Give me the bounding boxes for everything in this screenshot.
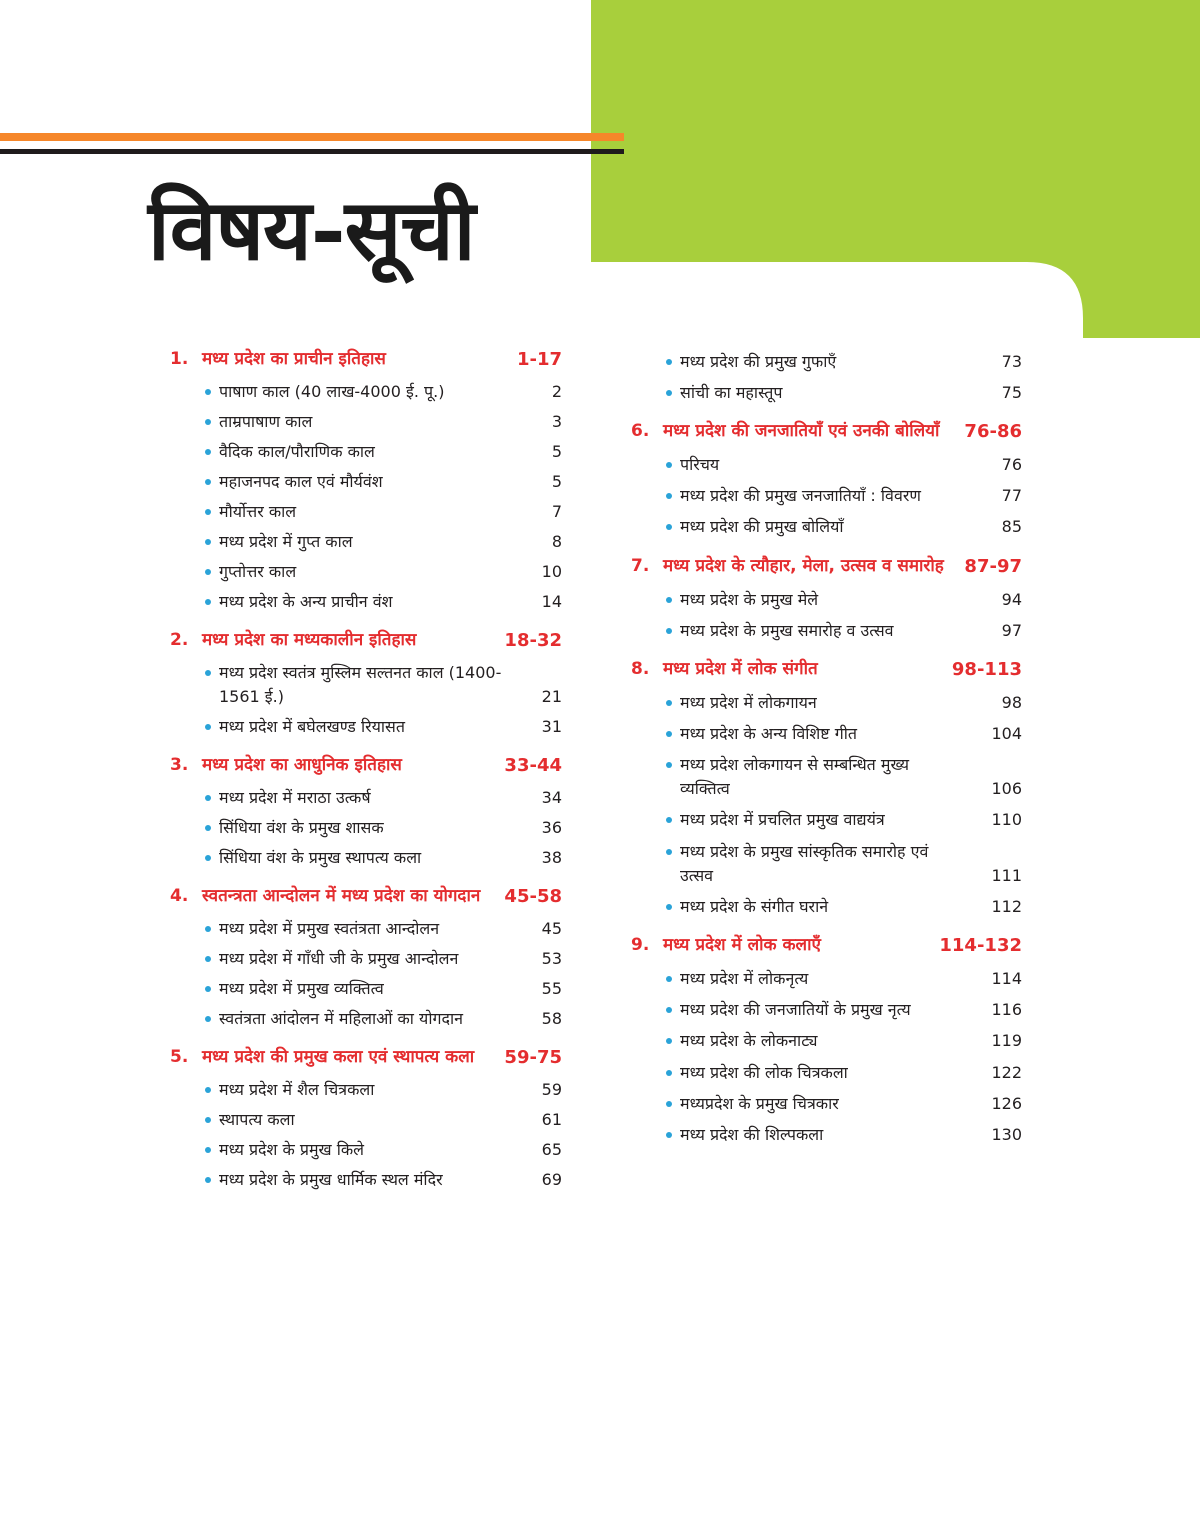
bullet-icon xyxy=(204,530,219,554)
toc-section-heading[interactable] xyxy=(170,346,562,373)
toc-entry[interactable] xyxy=(631,1119,1022,1150)
bullet-icon xyxy=(665,753,680,777)
toc-entry[interactable] xyxy=(631,1057,1022,1088)
toc-entry[interactable] xyxy=(170,1165,562,1195)
toc-entry[interactable] xyxy=(631,584,1022,615)
bullet-icon xyxy=(204,786,219,810)
entry-page: 110 xyxy=(991,810,1022,830)
toc-entry[interactable] xyxy=(170,587,562,617)
section-number: 5. xyxy=(170,1047,189,1067)
section-number: 7. xyxy=(631,555,650,576)
entry-page: 111 xyxy=(991,865,1022,885)
toc-section-heading[interactable] xyxy=(170,883,562,910)
entry-page: 116 xyxy=(991,1000,1022,1020)
section-title: मध्य प्रदेश का आधुनिक इतिहास xyxy=(202,755,402,775)
entry-page: 77 xyxy=(1001,486,1022,506)
toc-entry[interactable] xyxy=(631,750,1022,805)
section-title: मध्य प्रदेश की जनजातियाँ एवं उनकी बोलियाँ xyxy=(663,421,940,442)
section-title: स्वतन्त्रता आन्दोलन में मध्य प्रदेश का योगदान xyxy=(202,886,481,906)
section-pages: 76-86 xyxy=(964,421,1022,443)
bullet-icon xyxy=(204,410,219,434)
toc-entry[interactable] xyxy=(170,813,562,843)
entry-title: वैदिक काल/पौराणिक काल xyxy=(219,442,375,461)
bullet-icon xyxy=(204,1108,219,1132)
toc-entry[interactable] xyxy=(170,1135,562,1165)
entry-page: 5 xyxy=(551,442,562,461)
toc-right-column xyxy=(631,346,1022,1151)
entry-page: 45 xyxy=(541,919,562,938)
orange-rule xyxy=(0,133,624,141)
toc-entry[interactable] xyxy=(631,836,1022,891)
bullet-icon xyxy=(665,381,680,405)
section-pages: 45-58 xyxy=(504,886,562,907)
entry-title: सिंधिया वंश के प्रमुख स्थापत्य कला xyxy=(219,848,422,867)
bullet-icon xyxy=(665,840,680,864)
entry-page: 119 xyxy=(991,1031,1022,1051)
entry-page: 94 xyxy=(1001,589,1022,609)
entry-title: मध्य प्रदेश में गाँधी जी के प्रमुख आन्दोलन xyxy=(219,949,459,968)
bullet-icon xyxy=(665,722,680,746)
entry-title: मध्य प्रदेश में प्रमुख व्यक्तित्व xyxy=(219,979,384,998)
section-pages: 1-17 xyxy=(516,349,562,370)
entry-page: 69 xyxy=(541,1170,562,1189)
bullet-icon xyxy=(665,453,680,477)
entry-title: मध्य प्रदेश लोकगायन से सम्बन्धित मुख्य व्यक्तित्व xyxy=(680,755,910,799)
entry-title: मध्य प्रदेश के अन्य प्राचीन वंश xyxy=(219,592,393,611)
entry-title: सिंधिया वंश के प्रमुख शासक xyxy=(219,818,384,837)
toc-entry[interactable] xyxy=(631,995,1022,1026)
bullet-icon xyxy=(665,619,680,643)
toc-entry[interactable] xyxy=(631,449,1022,480)
bullet-icon xyxy=(665,1123,680,1147)
toc-entry[interactable] xyxy=(170,1004,562,1034)
entry-title: मध्य प्रदेश की जनजातियों के प्रमुख नृत्य xyxy=(680,1000,911,1020)
section-number: 4. xyxy=(170,886,189,906)
entry-page: 97 xyxy=(1001,620,1022,640)
section-title: मध्य प्रदेश के त्यौहार, मेला, उत्सव व समारोह xyxy=(663,555,944,576)
entry-page: 36 xyxy=(541,818,562,837)
toc-section-heading[interactable] xyxy=(631,656,1022,683)
bullet-icon xyxy=(204,917,219,941)
entry-title: मध्य प्रदेश में लोकनृत्य xyxy=(680,969,809,989)
section-title: मध्य प्रदेश में लोक कलाएँ xyxy=(663,935,821,956)
entry-page: 104 xyxy=(991,724,1022,744)
entry-title: मध्य प्रदेश के प्रमुख धार्मिक स्थल मंदिर xyxy=(219,1170,443,1189)
toc-section-heading[interactable] xyxy=(631,418,1022,445)
bullet-icon xyxy=(665,350,680,374)
toc-section-heading[interactable] xyxy=(170,752,562,779)
toc-entry[interactable] xyxy=(170,658,562,712)
entry-title: परिचय xyxy=(680,454,720,474)
section-pages: 33-44 xyxy=(504,755,562,776)
section-number: 1. xyxy=(170,349,189,369)
entry-title: मध्य प्रदेश में लोकगायन xyxy=(680,692,817,712)
entry-page: 34 xyxy=(541,788,562,807)
bullet-icon xyxy=(204,947,219,971)
entry-title: मध्य प्रदेश के प्रमुख किले xyxy=(219,1140,365,1159)
section-number: 2. xyxy=(170,630,189,650)
toc-entry[interactable] xyxy=(170,944,562,974)
entry-page: 2 xyxy=(551,382,562,401)
bullet-icon xyxy=(665,967,680,991)
entry-title: मध्य प्रदेश के प्रमुख सांस्कृतिक समारोह एवं उत्सव xyxy=(680,841,929,885)
entry-page: 85 xyxy=(1001,517,1022,537)
entry-title: मध्य प्रदेश के प्रमुख समारोह व उत्सव xyxy=(680,620,894,640)
bullet-icon xyxy=(204,470,219,494)
bullet-icon xyxy=(204,380,219,404)
toc-section-heading[interactable] xyxy=(631,932,1022,959)
entry-title: महाजनपद काल एवं मौर्यवंश xyxy=(219,472,383,491)
section-pages: 114-132 xyxy=(939,935,1022,957)
entry-page: 55 xyxy=(541,979,562,998)
entry-title: मध्य प्रदेश की प्रमुख जनजातियाँ : विवरण xyxy=(680,486,921,506)
entry-page: 61 xyxy=(541,1110,562,1129)
entry-page: 31 xyxy=(541,717,562,736)
section-number: 3. xyxy=(170,755,189,775)
bullet-icon xyxy=(204,715,219,739)
toc-section-heading[interactable] xyxy=(631,553,1022,580)
bullet-icon xyxy=(665,895,680,919)
entry-title: मध्य प्रदेश में प्रमुख स्वतंत्रता आन्दोलन xyxy=(219,919,440,938)
section-pages: 87-97 xyxy=(964,555,1022,577)
bullet-icon xyxy=(204,977,219,1001)
entry-page: 98 xyxy=(1001,692,1022,712)
bullet-icon xyxy=(665,691,680,715)
entry-title: मध्य प्रदेश स्वतंत्र मुस्लिम सल्तनत काल (1400-1561 ई.) xyxy=(219,663,502,706)
toc-entry[interactable] xyxy=(631,346,1022,377)
entry-page: 59 xyxy=(541,1080,562,1099)
entry-page: 5 xyxy=(551,472,562,491)
entry-title: सांची का महास्तूप xyxy=(680,382,783,402)
entry-page: 38 xyxy=(541,848,562,867)
entry-title: पाषाण काल (40 लाख-4000 ई. पू.) xyxy=(219,382,445,401)
entry-title: स्वतंत्रता आंदोलन में महिलाओं का योगदान xyxy=(219,1009,463,1028)
green-corner-decoration xyxy=(0,0,1200,340)
entry-page: 21 xyxy=(541,687,562,706)
bullet-icon xyxy=(665,588,680,612)
entry-title: मध्य प्रदेश के प्रमुख मेले xyxy=(680,589,819,609)
bullet-icon xyxy=(204,661,219,685)
entry-title: मध्य प्रदेश के संगीत घराने xyxy=(680,896,829,916)
toc-entry[interactable] xyxy=(631,719,1022,750)
toc-entry[interactable] xyxy=(631,481,1022,512)
entry-title: ताम्रपाषाण काल xyxy=(219,412,313,431)
bullet-icon xyxy=(204,1168,219,1192)
toc-entry[interactable] xyxy=(170,557,562,587)
entry-page: 126 xyxy=(991,1093,1022,1113)
toc-entry[interactable] xyxy=(631,512,1022,543)
entry-title: मध्य प्रदेश में बघेलखण्ड रियासत xyxy=(219,717,405,736)
section-pages: 59-75 xyxy=(504,1047,562,1068)
entry-page: 122 xyxy=(991,1062,1022,1082)
entry-page: 3 xyxy=(551,412,562,431)
entry-page: 76 xyxy=(1001,454,1022,474)
section-pages: 18-32 xyxy=(504,630,562,651)
toc-entry[interactable] xyxy=(170,914,562,944)
entry-title: मध्य प्रदेश में प्रचलित प्रमुख वाद्ययंत्र xyxy=(680,810,885,830)
toc-entry[interactable] xyxy=(631,963,1022,994)
bullet-icon xyxy=(204,500,219,524)
section-title: मध्य प्रदेश का प्राचीन इतिहास xyxy=(202,349,386,369)
entry-title: मौर्योत्तर काल xyxy=(219,502,297,521)
toc-section-heading[interactable] xyxy=(170,1044,562,1071)
entry-title: मध्य प्रदेश के लोकनाट्य xyxy=(680,1031,818,1051)
entry-page: 75 xyxy=(1001,382,1022,402)
entry-page: 10 xyxy=(541,562,562,581)
entry-page: 114 xyxy=(991,969,1022,989)
entry-title: मध्यप्रदेश के प्रमुख चित्रकार xyxy=(680,1093,839,1113)
page-title: विषय-सूची xyxy=(148,180,475,279)
toc-entry[interactable] xyxy=(170,377,562,407)
entry-title: गुप्तोत्तर काल xyxy=(219,562,297,581)
bullet-icon xyxy=(204,816,219,840)
entry-page: 73 xyxy=(1001,351,1022,371)
toc-entry[interactable] xyxy=(170,974,562,1004)
toc-left-column xyxy=(170,346,562,1195)
toc-entry[interactable] xyxy=(170,1105,562,1135)
toc-entry[interactable] xyxy=(170,437,562,467)
entry-title: मध्य प्रदेश में मराठा उत्कर्ष xyxy=(219,788,371,807)
entry-page: 8 xyxy=(551,532,562,551)
black-rule xyxy=(0,149,624,154)
toc-entry[interactable] xyxy=(170,712,562,742)
bullet-icon xyxy=(665,808,680,832)
toc-entry[interactable] xyxy=(631,377,1022,408)
entry-page: 130 xyxy=(991,1124,1022,1144)
bullet-icon xyxy=(665,1061,680,1085)
entry-title: मध्य प्रदेश की लोक चित्रकला xyxy=(680,1062,848,1082)
entry-title: मध्य प्रदेश के अन्य विशिष्ट गीत xyxy=(680,724,857,744)
entry-title: स्थापत्य कला xyxy=(219,1110,295,1129)
bullet-icon xyxy=(204,560,219,584)
entry-page: 14 xyxy=(541,592,562,611)
entry-page: 7 xyxy=(551,502,562,521)
entry-title: मध्य प्रदेश की प्रमुख बोलियाँ xyxy=(680,517,844,537)
entry-page: 58 xyxy=(541,1009,562,1028)
section-title: मध्य प्रदेश में लोक संगीत xyxy=(663,659,818,680)
bullet-icon xyxy=(204,846,219,870)
section-title: मध्य प्रदेश की प्रमुख कला एवं स्थापत्य कला xyxy=(202,1047,475,1067)
toc-entry[interactable] xyxy=(631,615,1022,646)
entry-title: मध्य प्रदेश की शिल्पकला xyxy=(680,1124,824,1144)
toc-entry[interactable] xyxy=(170,783,562,813)
entry-title: मध्य प्रदेश में गुप्त काल xyxy=(219,532,353,551)
toc-entry[interactable] xyxy=(631,687,1022,718)
section-number: 8. xyxy=(631,659,650,680)
toc-entry[interactable] xyxy=(170,407,562,437)
bullet-icon xyxy=(204,1138,219,1162)
entry-title: मध्य प्रदेश की प्रमुख गुफाएँ xyxy=(680,351,837,371)
entry-page: 65 xyxy=(541,1140,562,1159)
toc-entry[interactable] xyxy=(170,1075,562,1105)
toc-entry[interactable] xyxy=(170,497,562,527)
section-number: 6. xyxy=(631,421,650,442)
toc-entry[interactable] xyxy=(170,843,562,873)
bullet-icon xyxy=(665,515,680,539)
entry-page: 106 xyxy=(991,779,1022,799)
toc-entry[interactable] xyxy=(631,891,1022,922)
bullet-icon xyxy=(204,440,219,464)
entry-page: 53 xyxy=(541,949,562,968)
toc-entry[interactable] xyxy=(170,467,562,497)
section-title: मध्य प्रदेश का मध्यकालीन इतिहास xyxy=(202,630,417,650)
bullet-icon xyxy=(204,590,219,614)
toc-entry[interactable] xyxy=(631,1088,1022,1119)
toc-entry[interactable] xyxy=(631,805,1022,836)
entry-page: 112 xyxy=(991,896,1022,916)
toc-entry[interactable] xyxy=(170,527,562,557)
toc-entry[interactable] xyxy=(631,1026,1022,1057)
section-number: 9. xyxy=(631,935,650,956)
entry-title: मध्य प्रदेश में शैल चित्रकला xyxy=(219,1080,375,1099)
bullet-icon xyxy=(665,1092,680,1116)
bullet-icon xyxy=(204,1078,219,1102)
bullet-icon xyxy=(665,1029,680,1053)
bullet-icon xyxy=(204,1007,219,1031)
bullet-icon xyxy=(665,484,680,508)
toc-section-heading[interactable] xyxy=(170,627,562,654)
section-pages: 98-113 xyxy=(951,659,1022,681)
bullet-icon xyxy=(665,998,680,1022)
